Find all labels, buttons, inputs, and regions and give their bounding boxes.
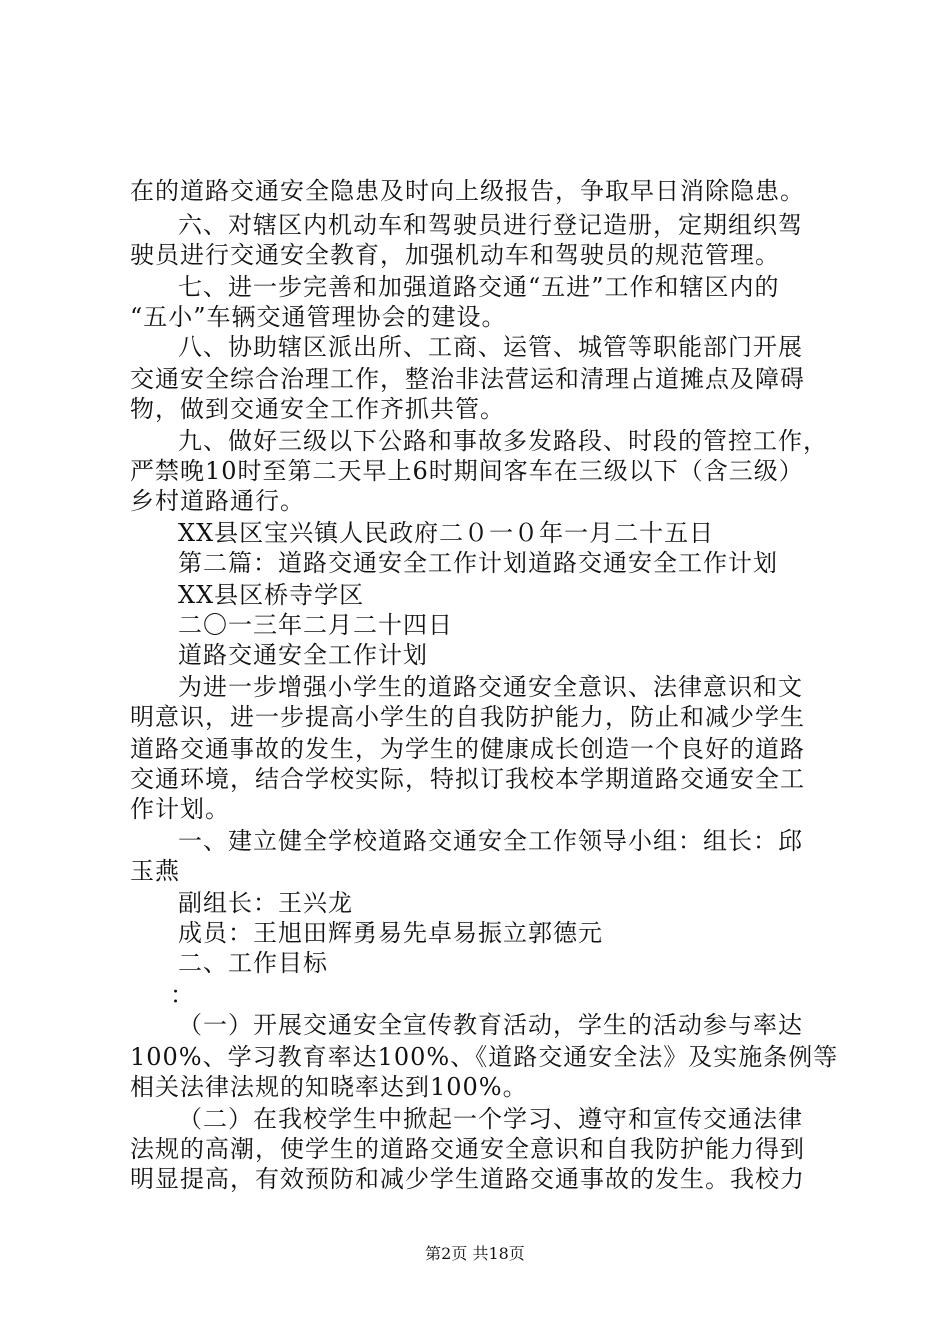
text-line: 乡村道路通行。 <box>130 487 305 515</box>
text-line: 明意识，进一步提高小学生的自我防护能力，防止和减少学生 <box>130 703 805 731</box>
text-line: 为进一步增强小学生的道路交通安全意识、法律意识和文 <box>178 673 803 701</box>
text-line: 成员：王旭田辉勇易先卓易振立郭德元 <box>178 919 603 947</box>
text-line: 明显提高，有效预防和减少学生道路交通事故的发生。我校力 <box>130 1165 805 1193</box>
text-line: 物，做到交通安全工作齐抓共管。 <box>130 395 505 423</box>
text-line: 八、协助辖区派出所、工商、运管、城管等职能部门开展 <box>178 333 803 361</box>
page-number-footer: 第2页 共18页 <box>425 1244 525 1263</box>
text-line: 六、对辖区内机动车和驾驶员进行登记造册，定期组织驾 <box>178 211 803 239</box>
text-line: 玉燕 <box>130 857 180 885</box>
text-line: 100%、学习教育率达100%、《道路交通安全法》及实施条例等 <box>130 1043 839 1071</box>
text-line: 严禁晚10时至第二天早上6时期间客车在三级以下（含三级） <box>130 457 804 485</box>
text-line: （一）开展交通安全宣传教育活动，学生的活动参与率达 <box>178 1011 803 1039</box>
text-line: 副组长：王兴龙 <box>178 889 353 917</box>
text-line: 交通环境，结合学校实际，特拟订我校本学期道路交通安全工 <box>130 765 805 793</box>
text-line: 在的道路交通安全隐患及时向上级报告，争取早日消除隐患。 <box>130 177 805 205</box>
text-line: 一、建立健全学校道路交通安全工作领导小组：组长：邱 <box>178 827 803 855</box>
text-line: 二〇一三年二月二十四日 <box>178 611 453 639</box>
text-line: 驶员进行交通安全教育，加强机动车和驾驶员的规范管理。 <box>130 241 780 269</box>
text-line: 交通安全综合治理工作，整治非法营运和清理占道摊点及障碍 <box>130 365 805 393</box>
text-line: 道路交通安全工作计划 <box>178 641 428 669</box>
text-line: 九、做好三级以下公路和事故多发路段、时段的管控工作， <box>178 427 828 455</box>
text-line: 二、工作目标 <box>178 949 328 977</box>
text-line: 作计划。 <box>130 795 230 823</box>
text-line: XX县区宝兴镇人民政府二０一０年一月二十五日 <box>178 519 715 547</box>
text-line: 法规的高潮，使学生的道路交通安全意识和自我防护能力得到 <box>130 1135 805 1163</box>
text-line: ： <box>170 981 195 1009</box>
text-line: 相关法律法规的知晓率达到100%。 <box>130 1073 528 1101</box>
text-line: “五小”车辆交通管理协会的建设。 <box>130 303 507 331</box>
text-line: 道路交通事故的发生，为学生的健康成长创造一个良好的道路 <box>130 735 805 763</box>
text-line: XX县区桥寺学区 <box>178 581 365 609</box>
text-line: 第二篇：道路交通安全工作计划道路交通安全工作计划 <box>178 549 778 577</box>
text-line: 七、进一步完善和加强道路交通“五进”工作和辖区内的 <box>178 273 780 301</box>
text-line: （二）在我校学生中掀起一个学习、遵守和宣传交通法律 <box>178 1105 803 1133</box>
